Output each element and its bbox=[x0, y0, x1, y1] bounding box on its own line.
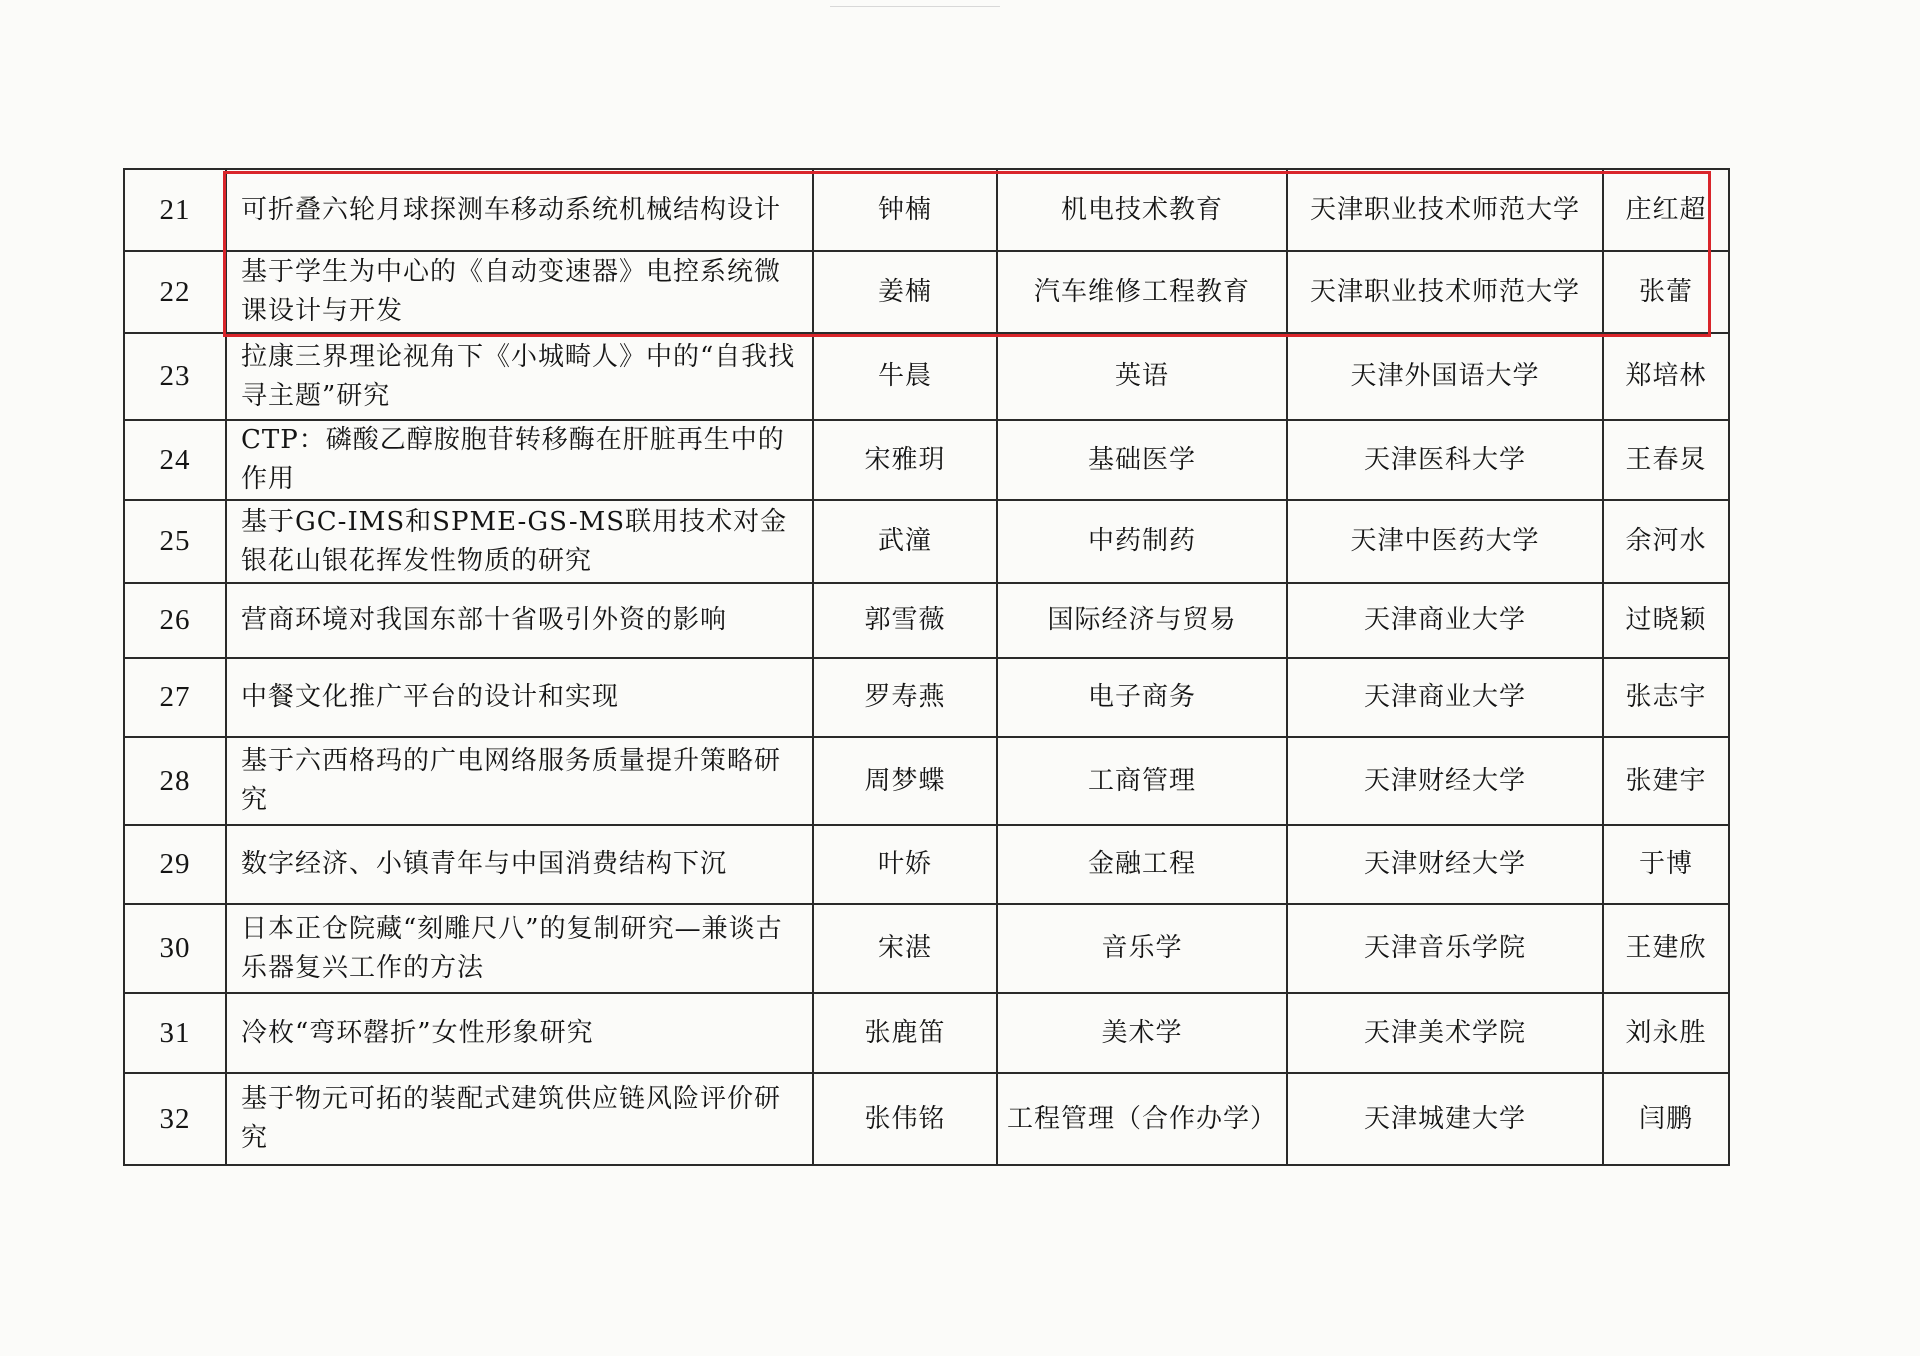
scan-mark bbox=[830, 6, 1000, 7]
university: 天津美术学院 bbox=[1287, 993, 1603, 1073]
university: 天津医科大学 bbox=[1287, 420, 1603, 500]
table-row bbox=[124, 658, 1729, 737]
project-title: CTP：磷酸乙醇胺胞苷转移酶在肝脏再生中的作用 bbox=[226, 420, 813, 500]
student-name: 张伟铭 bbox=[813, 1073, 997, 1165]
university: 天津商业大学 bbox=[1287, 658, 1603, 737]
table-row bbox=[124, 169, 1729, 251]
student-name: 郭雪薇 bbox=[813, 583, 997, 658]
row-number: 23 bbox=[124, 333, 226, 420]
table-row bbox=[124, 904, 1729, 993]
results-table-body bbox=[124, 169, 1729, 1165]
project-title: 数字经济、小镇青年与中国消费结构下沉 bbox=[226, 825, 813, 904]
student-name: 武潼 bbox=[813, 500, 997, 583]
major: 音乐学 bbox=[997, 904, 1287, 993]
table-row bbox=[124, 993, 1729, 1073]
table-row bbox=[124, 825, 1729, 904]
row-number: 26 bbox=[124, 583, 226, 658]
major: 工程管理（合作办学） bbox=[997, 1073, 1287, 1165]
student-name: 宋湛 bbox=[813, 904, 997, 993]
advisor: 王建欣 bbox=[1603, 904, 1729, 993]
advisor: 刘永胜 bbox=[1603, 993, 1729, 1073]
table-row bbox=[124, 1073, 1729, 1165]
project-title: 基于GC-IMS和SPME-GS-MS联用技术对金银花山银花挥发性物质的研究 bbox=[226, 500, 813, 583]
university: 天津职业技术师范大学 bbox=[1287, 251, 1603, 333]
project-title: 中餐文化推广平台的设计和实现 bbox=[226, 658, 813, 737]
major: 中药制药 bbox=[997, 500, 1287, 583]
advisor: 张建宇 bbox=[1603, 737, 1729, 825]
student-name: 罗寿燕 bbox=[813, 658, 997, 737]
table-row bbox=[124, 737, 1729, 825]
student-name: 钟楠 bbox=[813, 169, 997, 251]
advisor: 庄红超 bbox=[1603, 169, 1729, 251]
student-name: 姜楠 bbox=[813, 251, 997, 333]
advisor: 王春炅 bbox=[1603, 420, 1729, 500]
project-title: 基于六西格玛的广电网络服务质量提升策略研究 bbox=[226, 737, 813, 825]
table-row bbox=[124, 333, 1729, 420]
advisor: 张蕾 bbox=[1603, 251, 1729, 333]
table-row bbox=[124, 500, 1729, 583]
row-number: 21 bbox=[124, 169, 226, 251]
major: 汽车维修工程教育 bbox=[997, 251, 1287, 333]
advisor: 张志宇 bbox=[1603, 658, 1729, 737]
student-name: 叶娇 bbox=[813, 825, 997, 904]
major: 英语 bbox=[997, 333, 1287, 420]
university: 天津音乐学院 bbox=[1287, 904, 1603, 993]
major: 国际经济与贸易 bbox=[997, 583, 1287, 658]
major: 工商管理 bbox=[997, 737, 1287, 825]
student-name: 牛晨 bbox=[813, 333, 997, 420]
row-number: 30 bbox=[124, 904, 226, 993]
major: 机电技术教育 bbox=[997, 169, 1287, 251]
student-name: 周梦蝶 bbox=[813, 737, 997, 825]
advisor: 闫鹏 bbox=[1603, 1073, 1729, 1165]
row-number: 28 bbox=[124, 737, 226, 825]
advisor: 余河水 bbox=[1603, 500, 1729, 583]
project-title: 可折叠六轮月球探测车移动系统机械结构设计 bbox=[226, 169, 813, 251]
university: 天津财经大学 bbox=[1287, 737, 1603, 825]
table-row bbox=[124, 420, 1729, 500]
table-row bbox=[124, 251, 1729, 333]
row-number: 22 bbox=[124, 251, 226, 333]
advisor: 过晓颖 bbox=[1603, 583, 1729, 658]
row-number: 32 bbox=[124, 1073, 226, 1165]
project-title: 基于学生为中心的《自动变速器》电控系统微课设计与开发 bbox=[226, 251, 813, 333]
project-title: 冷枚“弯环罄折”女性形象研究 bbox=[226, 993, 813, 1073]
university: 天津外国语大学 bbox=[1287, 333, 1603, 420]
project-title: 营商环境对我国东部十省吸引外资的影响 bbox=[226, 583, 813, 658]
project-title: 基于物元可拓的装配式建筑供应链风险评价研究 bbox=[226, 1073, 813, 1165]
university: 天津商业大学 bbox=[1287, 583, 1603, 658]
project-title: 拉康三界理论视角下《小城畸人》中的“自我找寻主题”研究 bbox=[226, 333, 813, 420]
university: 天津城建大学 bbox=[1287, 1073, 1603, 1165]
university: 天津职业技术师范大学 bbox=[1287, 169, 1603, 251]
row-number: 27 bbox=[124, 658, 226, 737]
row-number: 29 bbox=[124, 825, 226, 904]
row-number: 24 bbox=[124, 420, 226, 500]
major: 基础医学 bbox=[997, 420, 1287, 500]
advisor: 于博 bbox=[1603, 825, 1729, 904]
row-number: 25 bbox=[124, 500, 226, 583]
university: 天津财经大学 bbox=[1287, 825, 1603, 904]
row-number: 31 bbox=[124, 993, 226, 1073]
university: 天津中医药大学 bbox=[1287, 500, 1603, 583]
advisor: 郑培林 bbox=[1603, 333, 1729, 420]
table-row bbox=[124, 583, 1729, 658]
project-title: 日本正仓院藏“刻雕尺八”的复制研究—兼谈古乐器复兴工作的方法 bbox=[226, 904, 813, 993]
student-name: 宋雅玥 bbox=[813, 420, 997, 500]
major: 电子商务 bbox=[997, 658, 1287, 737]
major: 美术学 bbox=[997, 993, 1287, 1073]
student-name: 张鹿笛 bbox=[813, 993, 997, 1073]
major: 金融工程 bbox=[997, 825, 1287, 904]
results-table bbox=[123, 168, 1730, 1166]
